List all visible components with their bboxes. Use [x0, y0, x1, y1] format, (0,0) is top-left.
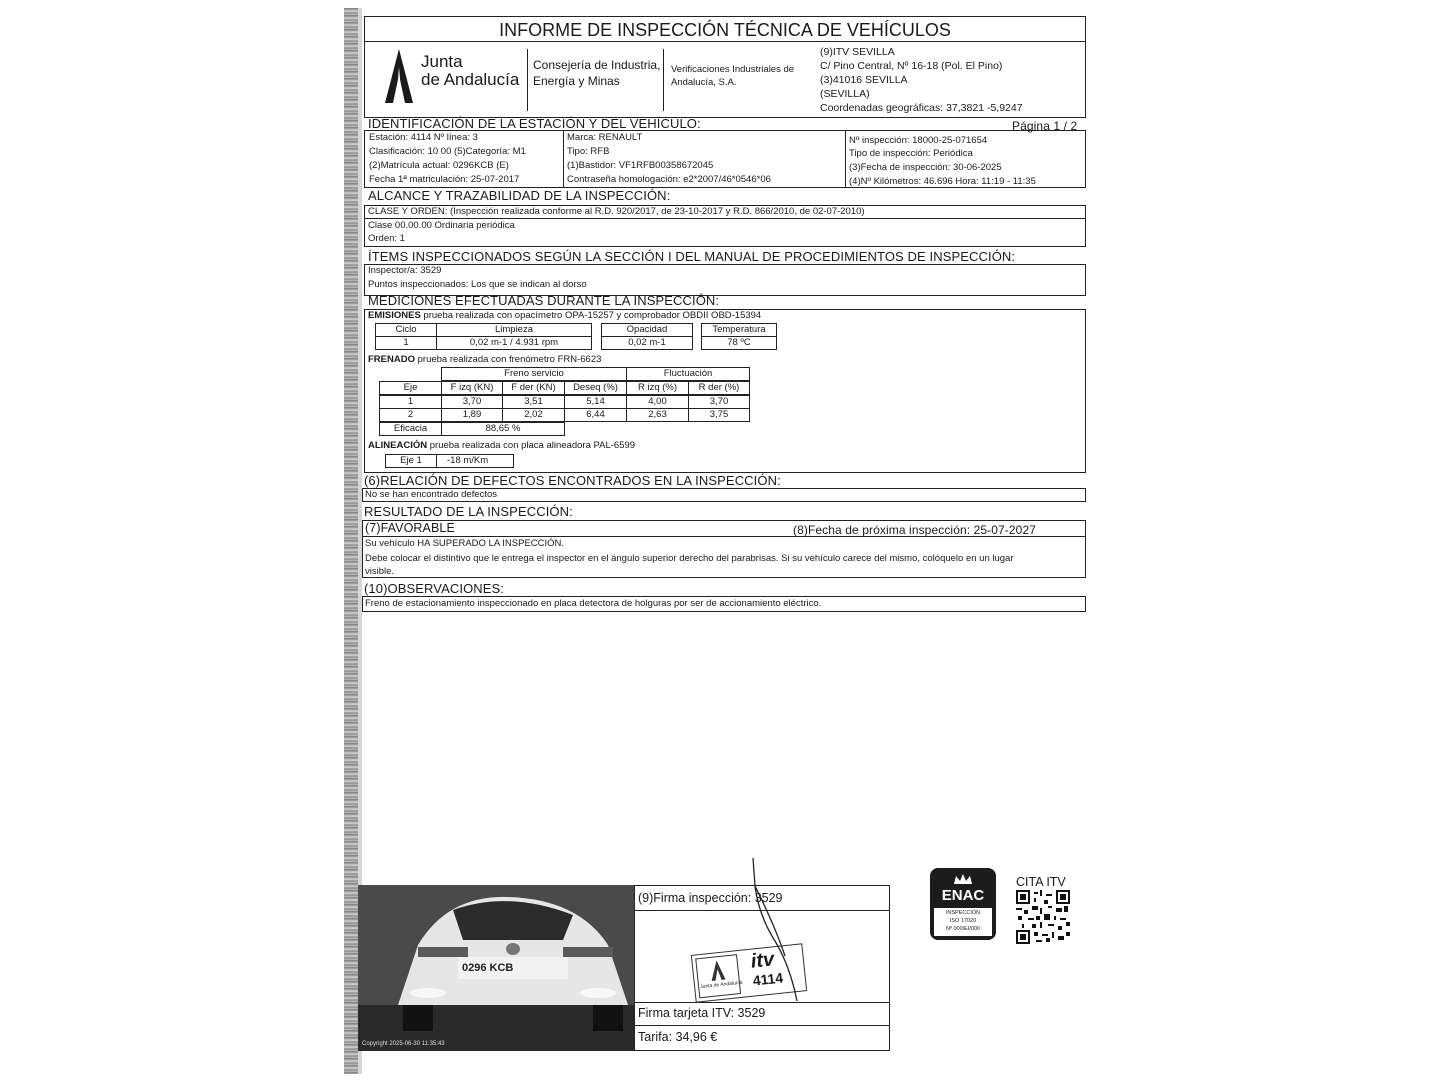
- scope-clase: Clase 00.00.00 Ordinaria periódica: [368, 220, 515, 231]
- scan-edge: [344, 8, 358, 1074]
- station-line-1: (9)ITV SEVILLA: [820, 46, 895, 58]
- align-axis: Eje 1: [385, 454, 437, 468]
- cita-itv-label: CITA ITV: [1016, 875, 1066, 889]
- brake-header-f-der: F der (KN): [502, 381, 565, 395]
- emis-value-opacidad: 0,02 m-1: [601, 336, 693, 350]
- brake-cell-r-izq: 4,00: [626, 395, 689, 409]
- result-box: [362, 520, 1086, 578]
- emis-header-temperatura: Temperatura: [701, 323, 777, 337]
- brake-cell-eje: 2: [379, 408, 442, 422]
- defects-text: No se han encontrado defectos: [365, 489, 498, 500]
- emisiones-line: [368, 311, 761, 321]
- brake-header-eje: Eje: [379, 381, 442, 395]
- id-col3-line2: Tipo de inspección: Periódica: [849, 148, 973, 159]
- verif-divider: [663, 49, 664, 111]
- junta-name-line1: Junta: [421, 52, 463, 71]
- brake-cell-r-izq: 2,63: [626, 408, 689, 422]
- stamp-junta-text: Junta de Andalucía: [699, 979, 743, 991]
- defects-heading: (6)RELACIÓN DE DEFECTOS ENCONTRADOS EN LA INSPECCIÓN:: [364, 473, 781, 488]
- stamp-junta-logo-icon: [708, 958, 726, 982]
- id-col3-line1: Nº inspección: 18000-25-071654: [849, 135, 988, 146]
- result-favorable: (7)FAVORABLE: [365, 521, 455, 535]
- consejeria-line1: Consejería de Industria,: [533, 58, 661, 72]
- tarifa: Tarifa: 34,96 €: [638, 1030, 718, 1044]
- report-title: INFORME DE INSPECCIÓN TÉCNICA DE VEHÍCULOS: [499, 20, 951, 40]
- result-heading: RESULTADO DE LA INSPECCIÓN:: [364, 504, 573, 519]
- brake-cell-f-der: 2,02: [502, 408, 565, 422]
- measurements-heading: MEDICIONES EFECTUADAS DURANTE LA INSPECCIÓN:: [368, 293, 720, 308]
- brake-cell-r-der: 3,70: [688, 395, 750, 409]
- brake-header-deseq: Deseq (%): [564, 381, 627, 395]
- brake-header-r-der: R der (%): [688, 381, 750, 395]
- station-line-2: C/ Pino Central, Nº 16-18 (Pol. El Pino): [820, 60, 1003, 72]
- identification-heading: IDENTIFICACIÓN DE LA ESTACIÓN Y DEL VEHÍCULO:: [368, 116, 701, 131]
- frenado-label: FRENADO: [368, 354, 415, 365]
- id-col2-line1: Marca: RENAULT: [567, 132, 643, 143]
- align-value: -18 m/Km: [436, 454, 514, 468]
- id-col2-line3: (1)Bastidor: VF1RFB00358672045: [567, 160, 714, 171]
- id-col1-line3: (2)Matrícula actual: 0296KCB (E): [369, 160, 509, 171]
- junta-logo-icon: [383, 47, 415, 105]
- photo-caption: Copyright 2025-06-30 11:35:43: [362, 1041, 445, 1047]
- enac-sub2: ISO 17020: [949, 918, 977, 924]
- verif-line2: Andalucía, S.A.: [671, 77, 737, 88]
- id-divider-2: [845, 131, 846, 187]
- scope-divider: [365, 218, 1085, 219]
- enac-crown-icon: [952, 872, 974, 886]
- emis-value-temperatura: 78 ºC: [701, 336, 777, 350]
- alineacion-line: [368, 441, 635, 451]
- items-heading: ÍTEMS INSPECCIONADOS SEGÚN LA SECCIÓN I DEL MANUAL DE PROCEDIMIENTOS DE INSPECCIÓN:: [368, 249, 1016, 264]
- id-col2-line2: Tipo: RFB: [567, 146, 610, 157]
- firma-inspeccion: (9)Firma inspección: 3529: [638, 891, 783, 905]
- enac-label: ENAC: [941, 887, 985, 904]
- logo-divider: [527, 49, 528, 111]
- frenado-text: prueba realizada con frenómetro FRN-6623: [414, 354, 602, 365]
- result-next-date: (8)Fecha de próxima inspección: 25-07-2027: [793, 523, 1036, 537]
- brake-group-fluctuacion: Fluctuación: [626, 367, 750, 381]
- emisiones-label: EMISIONES: [368, 310, 421, 321]
- id-col3-line3: (3)Fecha de inspección: 30-06-2025: [849, 162, 1002, 173]
- defects-box: [362, 488, 1086, 502]
- station-line-3: (3)41016 SEVILLA: [820, 74, 908, 86]
- frenado-line: [368, 355, 601, 365]
- brake-cell-f-der: 3,51: [502, 395, 565, 409]
- identification-box: [364, 130, 1086, 188]
- emis-header-opacidad: Opacidad: [601, 323, 693, 337]
- brake-cell-deseq: 5,14: [564, 395, 627, 409]
- eficacia-label: Eficacia: [379, 422, 442, 436]
- items-inspector: Inspector/a: 3529: [368, 265, 442, 276]
- result-line1: Su vehículo HA SUPERADO LA INSPECCIÓN.: [365, 538, 565, 549]
- consejeria-line2: Energía y Minas: [533, 74, 620, 88]
- items-box: [364, 264, 1086, 296]
- scope-clase-orden: CLASE Y ORDEN: (Inspección realizada conforme al R.D. 920/2017, de 23-10-2017 y R.D. 866/2010, de 02-07-2010): [368, 206, 865, 217]
- scope-box: [364, 205, 1086, 247]
- observations-box: [362, 596, 1086, 612]
- id-col1-line2: Clasificación: 10 00 (5)Categoría: M1: [369, 146, 526, 157]
- enac-logo: [930, 868, 996, 940]
- enac-sub1: INSPECCIÓN: [945, 910, 981, 916]
- id-col1-line1: Estación: 4114 Nº línea: 3: [369, 132, 478, 143]
- station-line-4: (SEVILLA): [820, 88, 870, 100]
- stamp-number: 4114: [751, 969, 784, 989]
- handwritten-signature: [735, 856, 825, 1006]
- qr-code-icon[interactable]: [1016, 890, 1070, 944]
- station-line-5: Coordenadas geográficas: 37,3821 -5,9247: [820, 102, 1023, 114]
- result-line3: visible.: [365, 566, 395, 577]
- emis-header-limpieza: Limpieza: [436, 323, 592, 337]
- brake-header-r-izq: R izq (%): [626, 381, 689, 395]
- vehicle-photo: [358, 885, 634, 1051]
- alineacion-label: ALINEACIÓN: [368, 440, 428, 451]
- result-line2: Debe colocar el distintivo que le entrega el inspector en el ángulo superior derecho del parabrisas. Si su vehículo carece del mismo, colóquelo en un lugar: [365, 553, 1014, 564]
- page-number: Página 1 / 2: [1012, 119, 1078, 133]
- observations-text: Freno de estacionamiento inspeccionado en placa detectora de holguras por ser de accionamiento eléctrico.: [365, 598, 822, 609]
- scope-orden: Orden: 1: [368, 233, 405, 244]
- alineacion-text: prueba realizada con placa alineadora PAL-6599: [427, 440, 636, 451]
- brake-header-f-izq: F izq (KN): [441, 381, 503, 395]
- brake-cell-eje: 1: [379, 395, 442, 409]
- emis-value-limpieza: 0,02 m-1 / 4.931 rpm: [436, 336, 592, 350]
- id-col2-line4: Contraseña homologación: e2*2007/46*0546*06: [567, 174, 771, 185]
- id-col3-line4: (4)Nº Kilómetros: 46.696 Hora: 11:19 - 11:35: [849, 176, 1036, 187]
- id-divider-1: [563, 131, 564, 187]
- sig-divider-3: [635, 1025, 889, 1026]
- photo-plate: 0296 KCB: [462, 962, 514, 974]
- signature-box: [634, 885, 890, 1051]
- header-box: [364, 16, 1086, 118]
- emis-header-ciclo: Ciclo: [375, 323, 437, 337]
- measurements-box: [364, 309, 1086, 473]
- verif-line1: Verificaciones Industriales de: [671, 64, 795, 75]
- brake-cell-f-izq: 1,89: [441, 408, 503, 422]
- scope-heading: ALCANCE Y TRAZABILIDAD DE LA INSPECCIÓN:: [368, 188, 671, 203]
- enac-sub3: Nº 000/EI/000: [945, 926, 981, 932]
- brake-group-freno-servicio: Freno servicio: [441, 367, 627, 381]
- enac-cert-panel: [934, 908, 992, 936]
- emisiones-text: prueba realizada con opacímetro OPA-15257 y comprobador OBDII OBD-15394: [420, 310, 762, 321]
- brake-cell-f-izq: 3,70: [441, 395, 503, 409]
- observations-heading: (10)OBSERVACIONES:: [364, 581, 505, 596]
- brake-cell-r-der: 3,75: [688, 408, 750, 422]
- eficacia-value: 88,65 %: [441, 422, 565, 436]
- title-divider: [365, 41, 1085, 42]
- firma-tarjeta: Firma tarjeta ITV: 3529: [638, 1006, 766, 1020]
- junta-name-line2: de Andalucía: [421, 70, 520, 89]
- brake-cell-deseq: 6,44: [564, 408, 627, 422]
- items-points: Puntos inspeccionados: Los que se indican al dorso: [368, 279, 587, 290]
- emis-value-ciclo: 1: [375, 336, 437, 350]
- id-col1-line4: Fecha 1ª matriculación: 25-07-2017: [369, 174, 520, 185]
- stamp-itv: itv: [749, 948, 776, 973]
